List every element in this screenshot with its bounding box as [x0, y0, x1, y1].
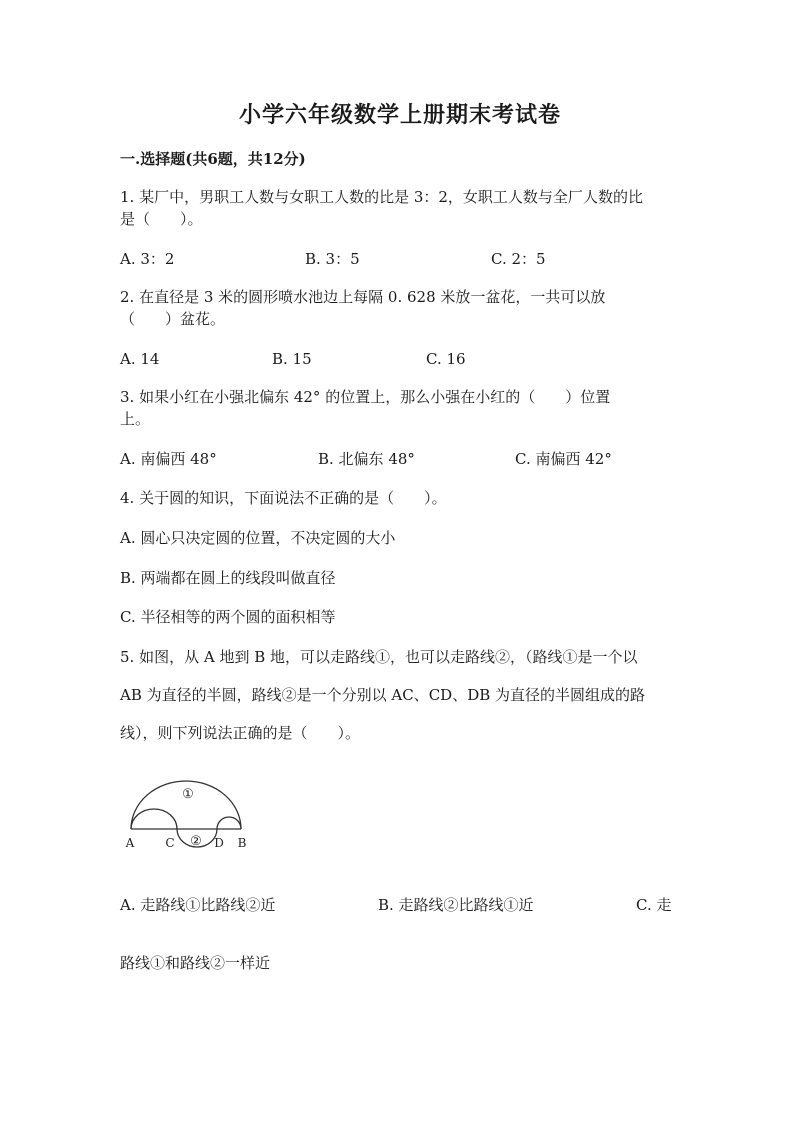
question-5-option-a[interactable]: A. 走路线①比路线②近 — [120, 896, 276, 914]
question-5-option-b[interactable]: B. 走路线②比路线①近 — [378, 896, 534, 914]
question-4-line-1: 4. 关于圆的知识，下面说法不正确的是（ ）。 — [120, 489, 447, 507]
route-2-arc-db — [217, 817, 241, 829]
question-2-line-1: 2. 在直径是 3 米的圆形喷水池边上每隔 0. 628 米放一盆花，一共可以放 — [120, 288, 606, 306]
section-title: 一.选择题(共6题，共12分) — [120, 150, 306, 168]
question-5-option-c[interactable]: C. 走 — [636, 896, 672, 914]
question-1-option-b[interactable]: B. 3：5 — [305, 250, 360, 268]
question-5-line-2: AB 为直径的半圆，路线②是一个分别以 AC、CD、DB 为直径的半圆组成的路 — [120, 686, 646, 704]
question-5-line-1: 5. 如图，从 A 地到 B 地，可以走路线①，也可以走路线②，（路线①是一个以 — [120, 648, 638, 666]
route-2-arc-ac — [131, 809, 177, 829]
question-3-text — [120, 386, 690, 430]
question-2-text — [120, 286, 690, 330]
point-c-label: C — [165, 836, 175, 850]
question-3-line-2: 上。 — [120, 410, 151, 428]
question-3-option-b[interactable]: B. 北偏东 48° — [318, 450, 415, 468]
question-3-option-a[interactable]: A. 南偏西 48° — [120, 450, 217, 468]
question-4-option-c[interactable]: C. 半径相等的两个圆的面积相等 — [120, 608, 336, 626]
question-2-option-a[interactable]: A. 14 — [120, 350, 160, 368]
question-5-line-3: 线），则下列说法正确的是（ ）。 — [120, 724, 361, 742]
question-1-option-a[interactable]: A. 3：2 — [120, 250, 175, 268]
question-5-text — [120, 646, 690, 744]
question-1-text — [120, 186, 690, 230]
question-3-option-c[interactable]: C. 南偏西 42° — [515, 450, 612, 468]
route-diagram — [118, 776, 258, 856]
question-2-line-2: （ ）盆花。 — [120, 310, 226, 328]
route-1-label: ① — [182, 787, 194, 802]
question-2-option-c[interactable]: C. 16 — [426, 350, 466, 368]
question-1-option-c[interactable]: C. 2：5 — [491, 250, 546, 268]
question-3-line-1: 3. 如果小红在小强北偏东 42° 的位置上，那么小强在小红的（ ）位置 — [120, 388, 611, 406]
point-d-label: D — [214, 836, 224, 850]
question-4-option-b[interactable]: B. 两端都在圆上的线段叫做直径 — [120, 569, 336, 587]
question-1-line-1: 1. 某厂中，男职工人数与女职工人数的比是 3：2，女职工人数与全厂人数的比 — [120, 188, 643, 206]
question-5-option-c-continued[interactable]: 路线①和路线②一样近 — [120, 954, 271, 972]
point-a-label: A — [125, 836, 135, 850]
route-2-label: ② — [190, 834, 202, 849]
point-b-label: B — [237, 836, 247, 850]
question-1-line-2: 是（ ）。 — [120, 210, 203, 228]
question-4-text — [120, 487, 690, 509]
question-2-option-b[interactable]: B. 15 — [272, 350, 312, 368]
question-4-option-a[interactable]: A. 圆心只决定圆的位置，不决定圆的大小 — [120, 529, 396, 547]
page-title: 小学六年级数学上册期末考试卷 — [238, 102, 561, 128]
